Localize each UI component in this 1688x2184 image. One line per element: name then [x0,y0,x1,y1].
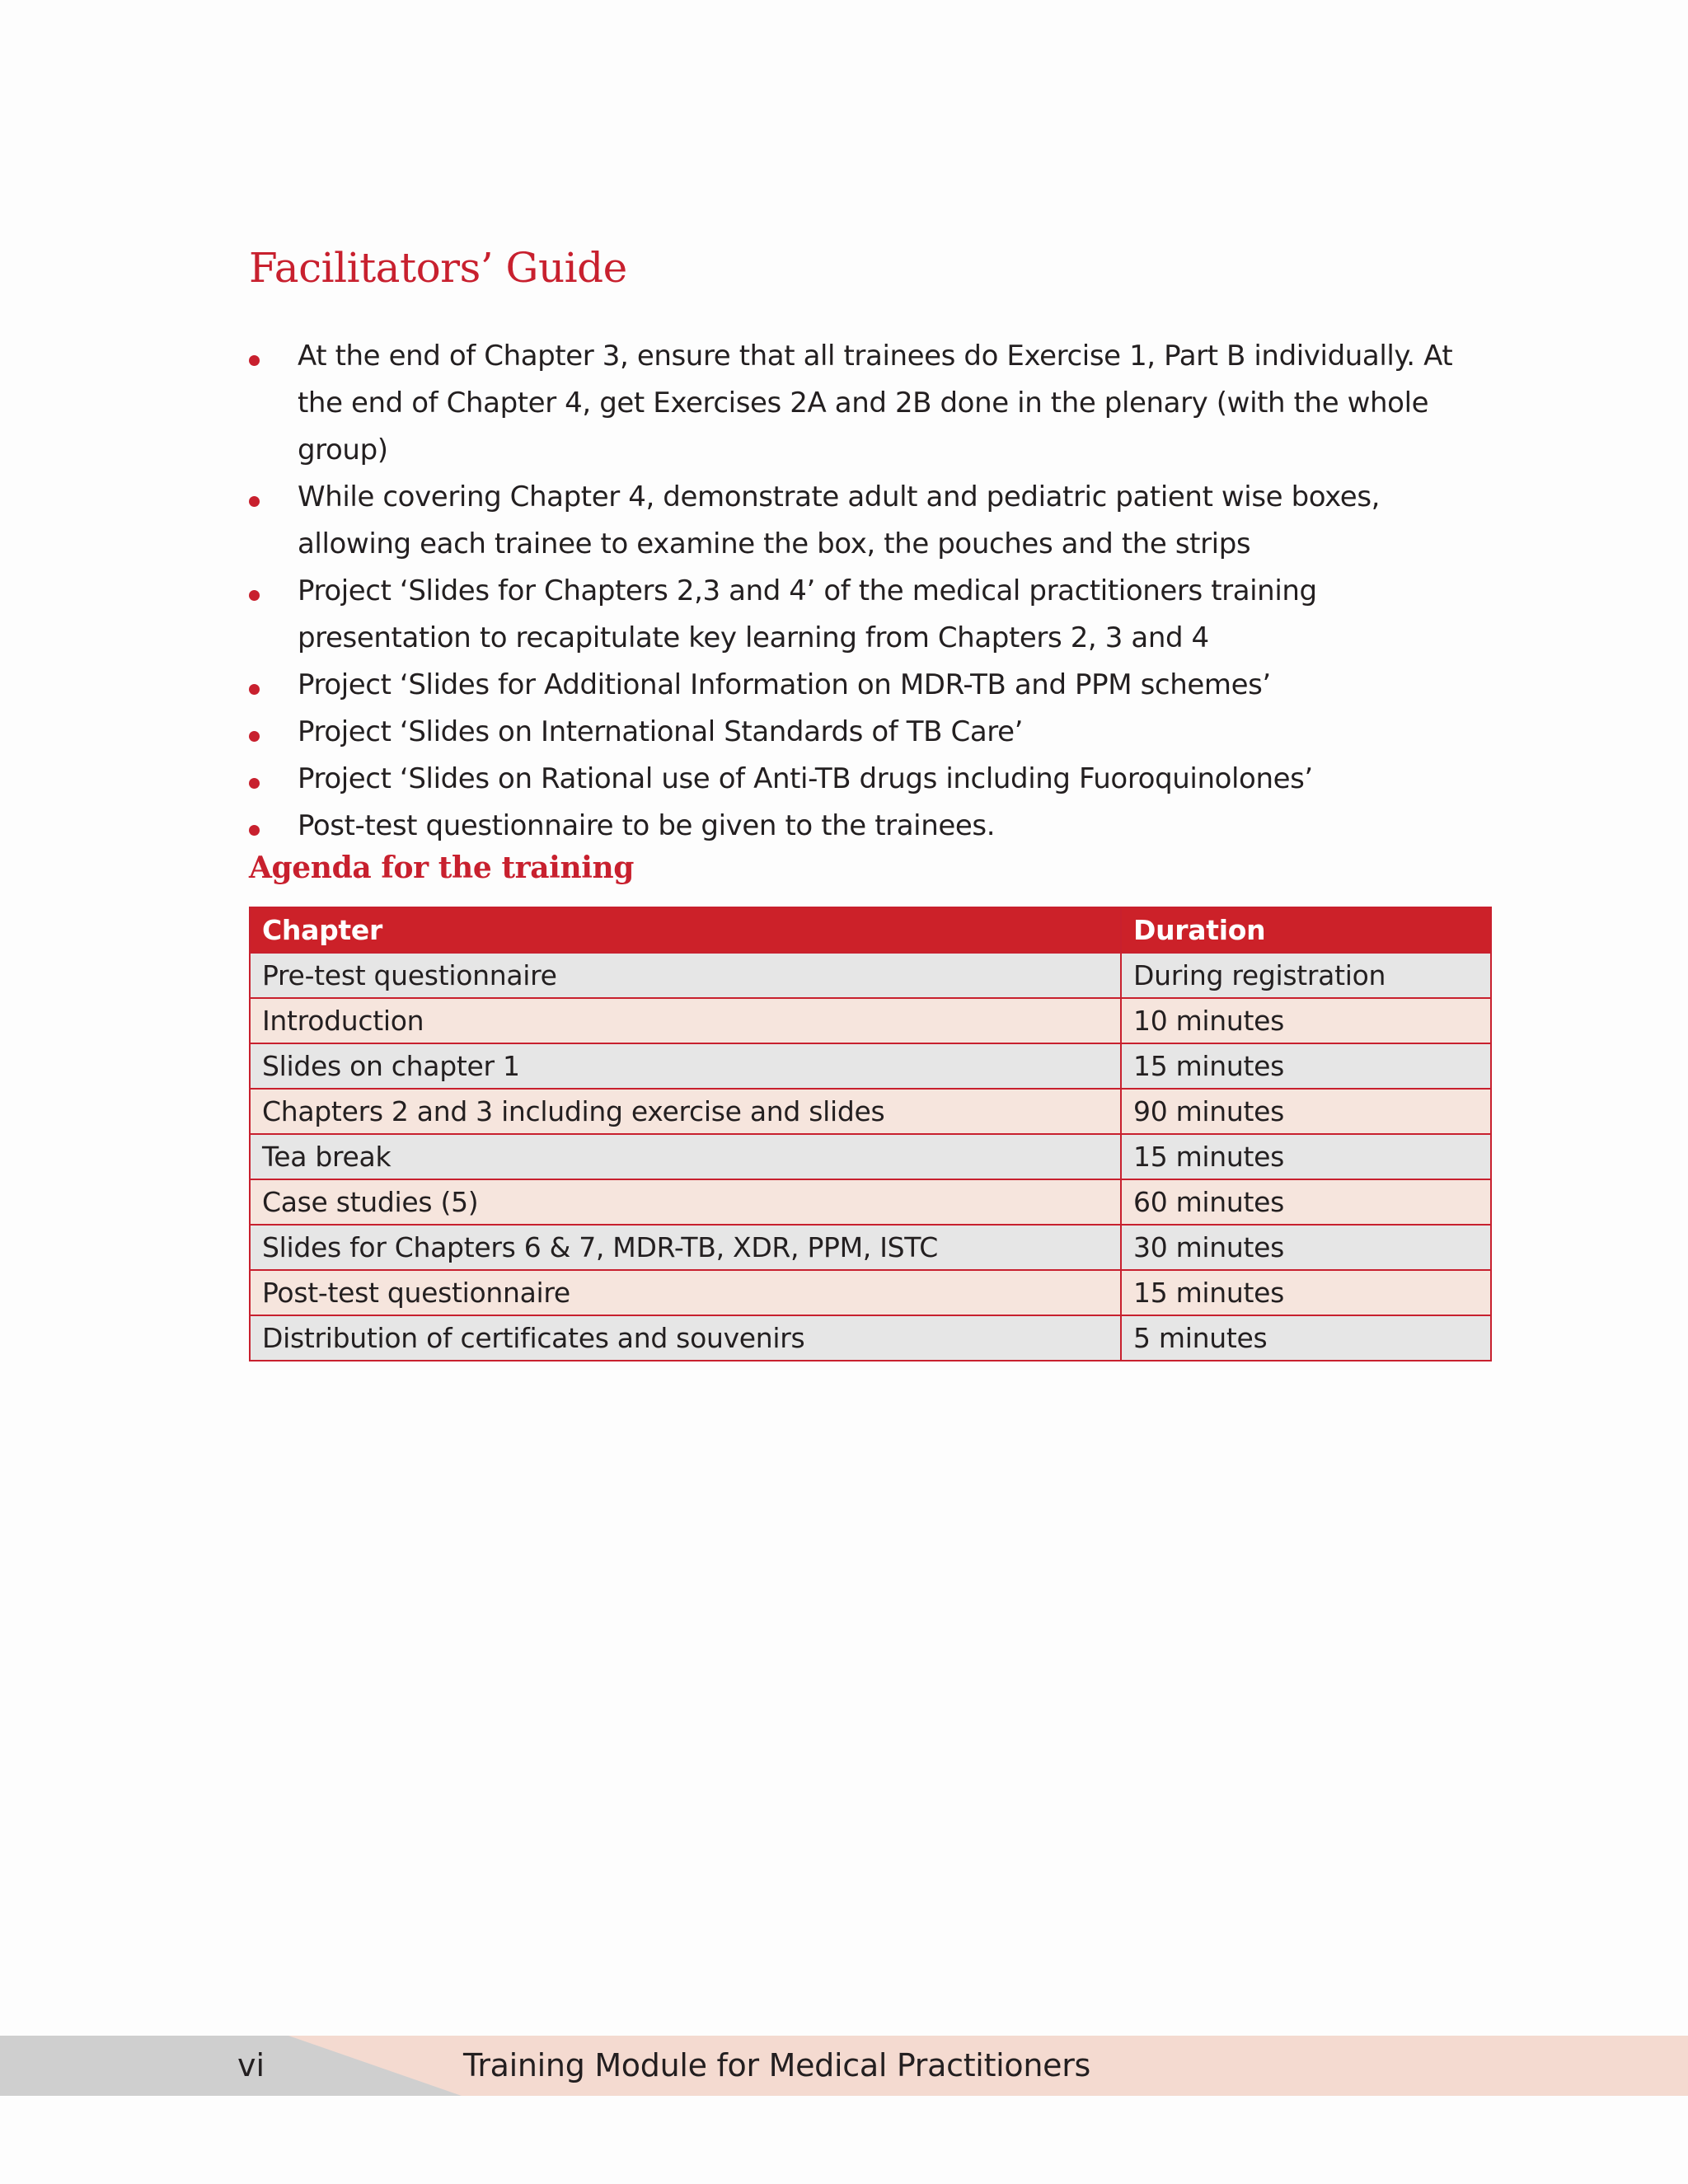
chapter-cell: Slides on chapter 1 [250,1043,1121,1089]
bullet-dot-icon [249,778,260,789]
bullet-dot-icon [249,355,260,366]
page-title: Facilitators’ Guide [249,244,627,292]
duration-cell: During registration [1121,953,1491,998]
duration-cell: 15 minutes [1121,1134,1491,1179]
chapter-cell: Slides for Chapters 6 & 7, MDR-TB, XDR, PPM, ISTC [250,1225,1121,1270]
table-row [250,1134,1491,1179]
guide-bullet-list [249,333,1492,850]
chapter-cell: Chapters 2 and 3 including exercise and slides [250,1089,1121,1134]
bullet-item [249,803,1492,850]
bullet-text: Project ‘Slides on Rational use of Anti-TB drugs including Fuoroquinolones’ [298,762,1313,795]
duration-cell: 5 minutes [1121,1315,1491,1361]
bullet-item [249,474,1492,568]
bullet-text: Post-test questionnaire to be given to the trainees. [298,809,996,842]
chapter-cell: Introduction [250,998,1121,1043]
duration-cell: 10 minutes [1121,998,1491,1043]
bullet-item [249,662,1492,709]
table-row [250,1179,1491,1225]
duration-cell: 30 minutes [1121,1225,1491,1270]
table-row [250,1270,1491,1315]
bullet-item [249,709,1492,756]
page-footer [0,2036,1688,2096]
chapter-cell: Distribution of certificates and souvenirs [250,1315,1121,1361]
column-header-chapter: Chapter [250,907,1121,953]
duration-cell: 15 minutes [1121,1043,1491,1089]
duration-cell: 60 minutes [1121,1179,1491,1225]
table-row [250,1089,1491,1134]
table-row [250,953,1491,998]
table-row [250,1315,1491,1361]
page-number: vi [237,2047,265,2083]
chapter-cell: Tea break [250,1134,1121,1179]
bullet-item [249,568,1492,662]
bullet-text: While covering Chapter 4, demonstrate adult and pediatric patient wise boxes, allowing each trainee to examine the box, the pouches and the strips [298,480,1381,560]
column-header-duration: Duration [1121,907,1491,953]
bullet-dot-icon [249,590,260,601]
bullet-text: Project ‘Slides for Chapters 2,3 and 4’ of the medical practitioners training presentation to recapitulate key learning from Chapters 2, 3 and 4 [298,574,1317,654]
bullet-item [249,333,1492,474]
bullet-item [249,756,1492,803]
duration-cell: 90 minutes [1121,1089,1491,1134]
bullet-text: At the end of Chapter 3, ensure that all trainees do Exercise 1, Part B individually. At the end of Chapter 4, get Exercises 2A and 2B done in the plenary (with the whole group) [298,340,1453,466]
agenda-table [249,907,1492,1361]
bullet-text: Project ‘Slides for Additional Information on MDR-TB and PPM schemes’ [298,668,1271,701]
bullet-dot-icon [249,731,260,742]
bullet-dot-icon [249,684,260,695]
bullet-dot-icon [249,825,260,836]
chapter-cell: Case studies (5) [250,1179,1121,1225]
footer-shade-band [0,2036,462,2096]
table-row [250,1043,1491,1089]
agenda-heading: Agenda for the training [249,851,635,885]
bullet-text: Project ‘Slides on International Standards of TB Care’ [298,715,1024,748]
bullet-dot-icon [249,496,260,507]
duration-cell: 15 minutes [1121,1270,1491,1315]
chapter-cell: Post-test questionnaire [250,1270,1121,1315]
table-row [250,1225,1491,1270]
chapter-cell: Pre-test questionnaire [250,953,1121,998]
table-row [250,998,1491,1043]
agenda-header-row [250,907,1491,953]
footer-title: Training Module for Medical Practitioners [463,2047,1091,2083]
